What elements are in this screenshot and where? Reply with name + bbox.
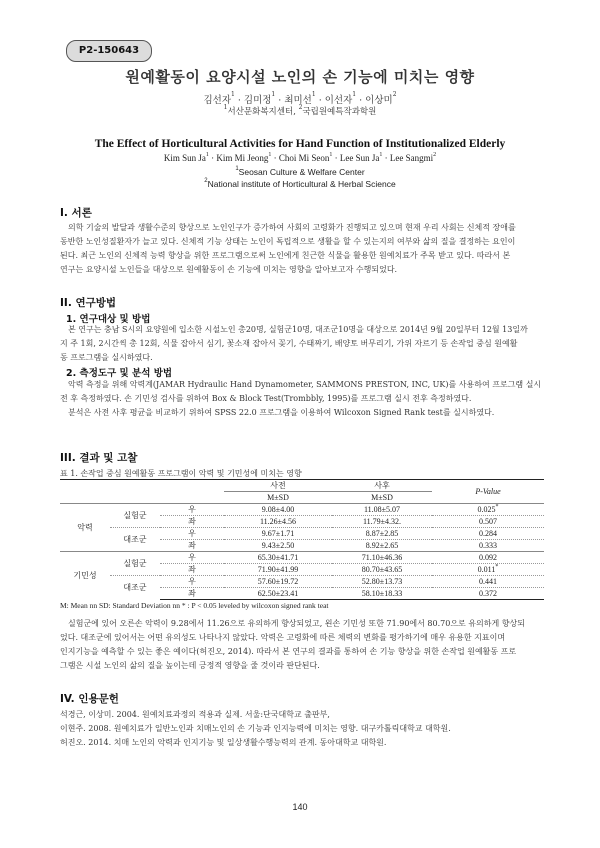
section-heading-results: III. 결과 및 고찰 <box>60 452 138 464</box>
table-header-mean-pre: M±SD <box>224 492 332 504</box>
measurement-line: 악력 측정을 위해 악력계(JAMAR Hydraulic Hand Dynamometer, SAMMONS PRESTON, INC, UK)를 사용하여 프로그램 실시 <box>68 380 542 389</box>
table-caption: 표 1. 손작업 중심 원예활동 프로그램이 악력 및 기민성에 미치는 영향 <box>60 469 302 478</box>
table-header-mean-post: M±SD <box>332 492 432 504</box>
author-separator: · <box>208 153 217 163</box>
author-en-affiliation-mark: 1 <box>329 152 333 158</box>
post-value: 71.10±46.36 <box>332 552 432 564</box>
affiliation-english-2: $^2$National institute of Horticultural & Herbal Science <box>204 178 396 189</box>
page-number: 140 <box>292 802 308 812</box>
author-en-affiliation-mark: 1 <box>205 152 209 158</box>
authors-english <box>40 153 560 163</box>
author-en-affiliation-mark: 1 <box>268 152 272 158</box>
intro-line: 의학 기술의 발달과 생활수준의 향상으로 노인인구가 증가하여 사회의 고령화가 진행되고 있으며 현재 우리 사회는 신체적 장애를 <box>68 223 516 232</box>
subjects-line: 본 연구는 충남 S시의 요양원에 입소한 시설노인 총20명, 실험군10명, 대조군10명을 대상으로 2014년 9월 20일부터 12월 13일까 <box>68 325 528 334</box>
author-en-name: Kim Mi Jeong <box>216 153 269 163</box>
post-value: 11.08±5.07 <box>332 504 432 516</box>
author-en-name: Choi Mi Seon <box>278 153 330 163</box>
author-en-name: Kim Sun Ja <box>163 153 206 163</box>
measure-label: 악력 <box>60 504 110 552</box>
subjects-line: 동 프로그램을 실시하였다. <box>60 353 153 362</box>
subgroup-label: 실험군 <box>110 504 160 528</box>
results-line: 실험군에 있어 오른손 악력이 9.28에서 11.26으로 유의하게 향상되었고, 왼손 기민성 또한 71.90에서 80.70으로 유의하게 향상되 <box>68 619 525 628</box>
side-label: 우 <box>160 504 224 516</box>
abstract-code-badge: P2-150643 <box>66 40 152 62</box>
table-row <box>60 528 544 540</box>
pre-value: 9.08±4.00 <box>224 504 332 516</box>
author-kr-name: 이상미 <box>365 95 393 106</box>
results-table <box>60 479 544 600</box>
author-en-affiliation-mark: 1 <box>379 152 383 158</box>
pre-value: 9.43±2.50 <box>224 540 332 552</box>
measurement-paragraph <box>60 378 544 420</box>
table-row <box>60 576 544 588</box>
post-value: 80.70±43.65 <box>332 564 432 576</box>
results-line: 인지기능을 예측할 수 있는 좋은 예이다(허진오, 2014). 따라서 본 연구의 결과를 통하여 손 기능 향상을 위한 손작업 원예활동 프로 <box>60 647 517 656</box>
post-value: 8.87±2.85 <box>332 528 432 540</box>
p-value: 0.025* <box>432 504 544 516</box>
table-header-pvalue: P-Value <box>432 480 544 504</box>
affiliation-text: 서산문화복지센터, <box>227 107 299 117</box>
reference-item: 석경근, 이상미. 2004. 원예치료과정의 적용과 실제. 서울:단국대학교 출판부, <box>60 710 330 719</box>
author-kr-name: 김선자 <box>203 95 231 106</box>
intro-line: 연구는 요양시설 노인들을 대상으로 원예활동이 손 기능에 미치는 영향을 알아보고자 수행되었다. <box>60 265 398 274</box>
affiliations-korean <box>40 105 560 117</box>
table-row <box>60 504 544 516</box>
pre-value: 71.90±41.99 <box>224 564 332 576</box>
intro-line: 동반한 노인성질환자가 늘고 있다. 신체적 기능 상태는 노인이 독립적으로 생활을 할 수 있는지의 여부와 삶의 질을 결정하는 요인이 <box>60 237 516 246</box>
section-heading-intro: I. 서론 <box>60 207 92 219</box>
measurement-line: 분석은 사전 사후 평균을 비교하기 위하여 SPSS 22.0 프로그램을 이용하여 Wilcoxon Signed Rank test를 실시하였다. <box>68 408 495 417</box>
side-label: 우 <box>160 576 224 588</box>
pre-value: 62.50±23.41 <box>224 588 332 600</box>
author-en-name: Lee Sangmi <box>389 153 434 163</box>
p-value: 0.441 <box>432 576 544 588</box>
subsection-heading-measurement: 2. 측정도구 및 분석 방법 <box>66 368 173 379</box>
measure-label: 기민성 <box>60 552 110 600</box>
author-kr-name: 김미정 <box>243 95 272 106</box>
post-value: 58.10±18.33 <box>332 588 432 600</box>
side-label: 우 <box>160 528 224 540</box>
side-label: 우 <box>160 552 224 564</box>
results-paragraph <box>60 617 544 673</box>
post-value: 11.79±4.32. <box>332 516 432 528</box>
intro-paragraph <box>60 221 544 277</box>
table-row <box>60 552 544 564</box>
post-value: 8.92±2.65 <box>332 540 432 552</box>
measurement-line: 전 후 측정하였다. 손 기민성 검사를 위하여 Box & Block Test(Trombbly, 1995)를 프로그램 실시 전후 측정하였다. <box>60 394 472 403</box>
author-separator: · <box>382 153 390 163</box>
references-list <box>60 708 544 750</box>
author-kr-name: 최미선 <box>284 95 312 106</box>
author-kr-name: 이선자 <box>324 95 353 106</box>
affiliation-english-1: $^1$Seosan Culture & Welfare Center <box>235 166 365 177</box>
author-kr-affiliation-mark: 1 <box>311 91 316 98</box>
affiliation-text: 국립원예특작과학원 <box>302 107 377 117</box>
p-value: 0.372 <box>432 588 544 600</box>
p-value: 0.011* <box>432 564 544 576</box>
results-line: 었다. 대조군에 있어서는 어떤 유의성도 나타나지 않았다. 악력은 고령화에 따른 체력의 변화를 평가하기에 매우 유용한 지표이며 <box>60 633 506 642</box>
table-header-blank <box>60 480 224 504</box>
subsection-heading-subjects: 1. 연구대상 및 방법 <box>66 314 151 325</box>
results-line: 그램은 시설 노인의 삶의 질을 높이는데 긍정적 영향을 줄 것이라 판단된다. <box>60 661 320 670</box>
subjects-line: 지 주 1회, 2시간씩 총 12회, 식물 잡아서 심기, 꽃소재 잡아서 꽂기, 수태짜기, 배양토 버무리기, 가위 자르기 등 손작업 중심 원예활 <box>60 339 518 348</box>
section-heading-references: IV. 인용문헌 <box>60 693 119 705</box>
subgroup-label: 대조군 <box>110 528 160 552</box>
affiliation-mark: 2 <box>298 104 303 111</box>
pre-value: 57.60±19.72 <box>224 576 332 588</box>
intro-line: 된다. 최근 노인의 신체적 능력 향상을 위한 프로그램으로써 노인에게 친근한 식물을 활용한 원예치료가 주목 받고 있다. 따라서 본 <box>60 251 511 260</box>
author-kr-affiliation-mark: 1 <box>271 91 276 98</box>
author-separator: · <box>315 95 325 106</box>
author-separator: · <box>356 95 366 106</box>
author-en-affiliation-mark: 2 <box>433 152 437 158</box>
author-kr-affiliation-mark: 2 <box>392 91 397 98</box>
table-header-pre: 사전 <box>224 480 332 492</box>
title-korean: 원예활동이 요양시설 노인의 손 기능에 미치는 영향 <box>125 68 475 86</box>
author-en-name: Lee Sun Ja <box>339 153 380 163</box>
author-separator: · <box>271 153 279 163</box>
pre-value: 11.26±4.56 <box>224 516 332 528</box>
affiliation-mark: 1 <box>223 104 228 111</box>
p-value: 0.092 <box>432 552 544 564</box>
side-label: 좌 <box>160 588 224 600</box>
author-kr-affiliation-mark: 1 <box>231 91 235 98</box>
p-value: 0.333 <box>432 540 544 552</box>
table-header-post: 사후 <box>332 480 432 492</box>
subgroup-label: 실험군 <box>110 552 160 576</box>
p-value: 0.284 <box>432 528 544 540</box>
post-value: 52.80±13.73 <box>332 576 432 588</box>
pre-value: 65.30±41.71 <box>224 552 332 564</box>
p-value: 0.507 <box>432 516 544 528</box>
reference-item: 이현주. 2008. 원예치료가 일반노인과 치매노인의 손 기능과 인지능력에 미치는 영향. 대구카톨릭대학교 대학원. <box>60 724 451 733</box>
side-label: 좌 <box>160 540 224 552</box>
table-footnote: M: Mean nn SD: Standard Deviation nn * : P < 0.05 leveled by wilcoxon signed rank teat <box>60 601 329 610</box>
author-separator: · <box>332 153 340 163</box>
title-english: The Effect of Horticultural Activities for Hand Function of Institutionalized Elderly <box>94 138 506 150</box>
author-separator: · <box>275 95 285 106</box>
subgroup-label: 대조군 <box>110 576 160 600</box>
reference-item: 허진오. 2014. 치매 노인의 악력과 인지기능 및 일상생활수행능력의 관계. 동아대학교 대학원. <box>60 738 387 747</box>
subjects-paragraph <box>60 323 544 365</box>
author-kr-affiliation-mark: 1 <box>352 91 357 98</box>
section-heading-methods: II. 연구방법 <box>60 297 117 309</box>
side-label: 좌 <box>160 564 224 576</box>
side-label: 좌 <box>160 516 224 528</box>
author-separator: · <box>234 95 244 106</box>
pre-value: 9.67±1.71 <box>224 528 332 540</box>
